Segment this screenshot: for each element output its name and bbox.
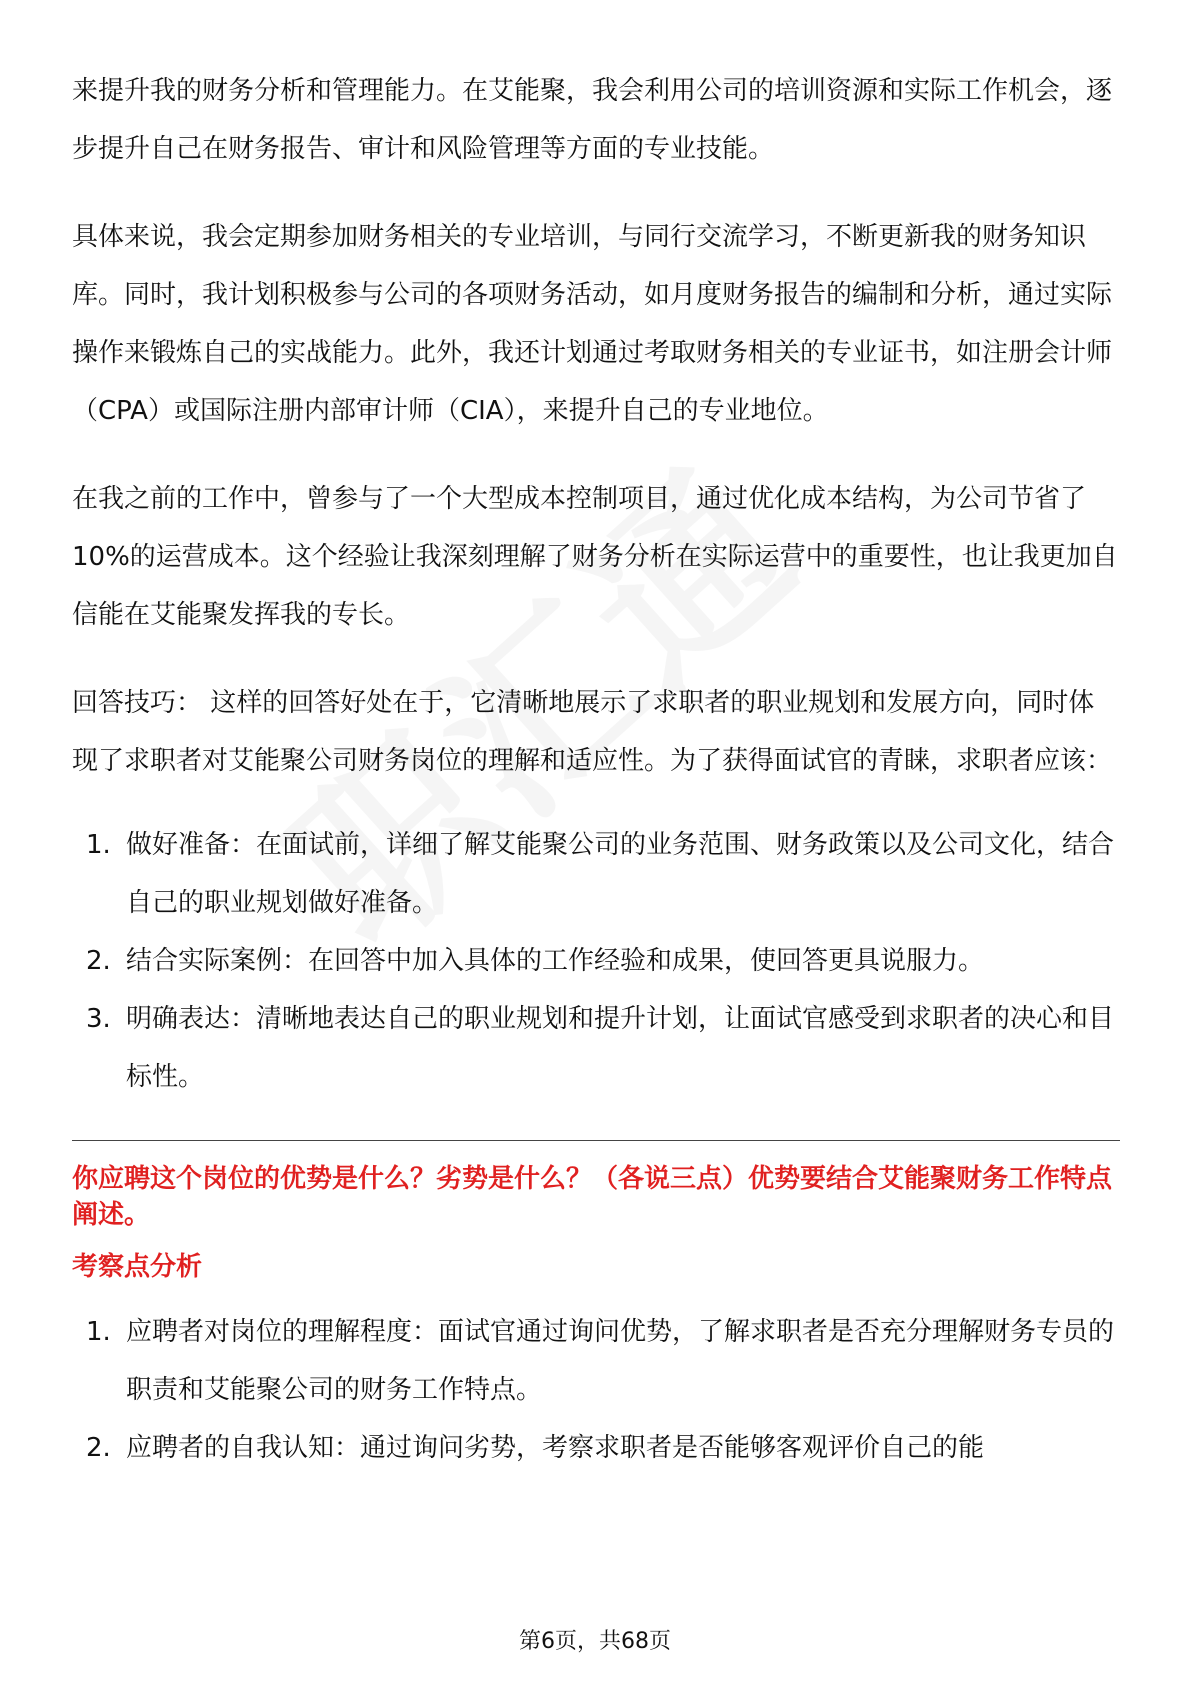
list-item: [72, 816, 1120, 932]
section-subtitle: 考察点分析: [72, 1252, 203, 1282]
list-item: [72, 1303, 1120, 1419]
list-item-text: 应聘者的自我认知：通过询问劣势，考察求职者是否能够客观评价自己的能: [126, 1433, 985, 1463]
tips-list: [72, 816, 1120, 1106]
list-number: 3.: [86, 1004, 111, 1034]
list-number: 2.: [86, 946, 111, 976]
list-item: [72, 990, 1120, 1106]
question-title: 你应聘这个岗位的优势是什么？劣势是什么？（各说三点）优势要结合艾能聚财务工作特点阐述。: [72, 1164, 1113, 1230]
list-item-text: 明确表达：清晰地表达自己的职业规划和提升计划，让面试官感受到求职者的决心和目标性。: [126, 1004, 1115, 1092]
page-content: [72, 62, 1120, 1477]
list-item-text: 应聘者对岗位的理解程度：面试官通过询问优势，了解求职者是否充分理解财务专员的职责和艾能聚公司的财务工作特点。: [126, 1317, 1115, 1405]
list-item: [72, 932, 1120, 990]
list-item: [72, 1419, 1120, 1477]
list-number: 2.: [86, 1433, 111, 1463]
list-number: 1.: [86, 1317, 111, 1347]
section-divider: [72, 1140, 1120, 1141]
list-item-text: 做好准备：在面试前，详细了解艾能聚公司的业务范围、财务政策以及公司文化，结合自己的职业规划做好准备。: [126, 830, 1115, 918]
paragraph: 在我之前的工作中，曾参与了一个大型成本控制项目，通过优化成本结构，为公司节省了10%的运营成本。这个经验让我深刻理解了财务分析在实际运营中的重要性，也让我更加自信能在艾能聚发挥我的专长。: [72, 484, 1118, 630]
paragraph: 具体来说，我会定期参加财务相关的专业培训，与同行交流学习，不断更新我的财务知识库。同时，我计划积极参与公司的各项财务活动，如月度财务报告的编制和分析，通过实际操作来锻炼自己的实战能力。此外，我还计划通过考取财务相关的专业证书，如注册会计师（CPA）或国际注册内部审计师（CIA），来提升自己的专业地位。: [72, 222, 1113, 426]
answer-tips-paragraph: 回答技巧： 这样的回答好处在于，它清晰地展示了求职者的职业规划和发展方向，同时体现了求职者对艾能聚公司财务岗位的理解和适应性。为了获得面试官的青睐，求职者应该：: [72, 688, 1113, 776]
list-item-text: 结合实际案例：在回答中加入具体的工作经验和成果，使回答更具说服力。: [126, 946, 985, 976]
paragraph: 来提升我的财务分析和管理能力。在艾能聚，我会利用公司的培训资源和实际工作机会，逐步提升自己在财务报告、审计和风险管理等方面的专业技能。: [72, 76, 1113, 164]
list-number: 1.: [86, 830, 111, 860]
analysis-list: [72, 1303, 1120, 1477]
page-number-footer: 第6页，共68页: [519, 1629, 671, 1654]
